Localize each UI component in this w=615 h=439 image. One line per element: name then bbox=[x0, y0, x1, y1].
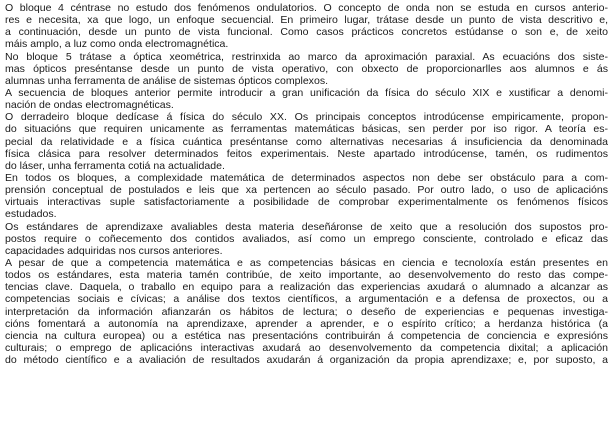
text-line: máis amplo, a luz como onda electromagnética. bbox=[5, 38, 229, 51]
text-line: interpretación da información afianzarán os hábitos de lectura; o deseño de experiencias e pequenas investiga- bbox=[5, 305, 608, 318]
text-line: O derradeiro bloque dedícase á física do século XX. Os principais conceptos introdúcense empiricamente, propon- bbox=[5, 111, 608, 124]
text-line: Os estándares de aprendizaxe avaliables desta materia deseñáronse de xeito que a resolución dos supostos pro- bbox=[5, 220, 608, 233]
text-line: En todos os bloques, a complexidade matemática de determinados aspectos non debe ser obstáculo para a com- bbox=[5, 171, 608, 184]
text-line: estudados. bbox=[5, 208, 57, 221]
text-line: capacidades adquiridas nos cursos anteriores. bbox=[5, 244, 223, 257]
text-line: competencias sociais e cívicas; a análise dos textos científicos, a argumentación e a defensa de proxectos, ou a bbox=[5, 293, 608, 306]
text-line: ciencia na cultura europea) ou a estética nas presentacións contribuirán á competencia de conciencia e expresións bbox=[5, 329, 608, 342]
paragraph-block-4 bbox=[5, 2, 608, 51]
document-page bbox=[5, 2, 608, 366]
text-line: No bloque 5 trátase a óptica xeométrica, restrinxida ao marco da aproximación paraxial. As ecuacións dos siste- bbox=[5, 50, 608, 63]
text-line: alumnas unha ferramenta de análise de sistemas ópticos complexos. bbox=[5, 74, 329, 87]
text-line: física clásica para resolver determinados feitos experimentais. Neste apartado introdúcense, tamén, os rudimentos bbox=[5, 147, 608, 160]
text-line: A pesar de que a competencia matemática e as competencias básicas en ciencia e tecnoloxía están presentes en bbox=[5, 256, 608, 269]
text-line: do situacións que requiren unicamente as ferramentas matemáticas básicas, sen perder por iso rigor. A teoría es- bbox=[5, 123, 608, 136]
text-line: do método científico e a avaliación de resultados axudarán á organización da propia aprendizaxe; e, por suposto, a bbox=[5, 354, 608, 367]
text-line: todos os estándares, esta materia tamén contribúe, de xeito importante, ao desenvolvemento do resto das compe- bbox=[5, 269, 608, 282]
text-line: res e necesita, xa que logo, un enfoque secuencial. En primeiro lugar, trátase desde un punto de vista descritivo e, bbox=[5, 14, 608, 27]
text-line: pecial da relatividade e a física cuántica preséntanse como alternativas necesarias á insuficiencia da denominada bbox=[5, 135, 608, 148]
paragraph-block-5 bbox=[5, 51, 608, 87]
paragraph-competences bbox=[5, 257, 608, 366]
text-line: virtuais interactivas suple satisfactoriamente a posibilidade de comprobar experimentalmente os fenómenos físicos bbox=[5, 196, 608, 209]
paragraph-unification bbox=[5, 87, 608, 111]
paragraph-last-block bbox=[5, 111, 608, 172]
text-line: prensión conceptual de postulados e leis que xa pertencen ao século pasado. Por outro lado, o uso de aplicacións bbox=[5, 184, 608, 197]
text-line: A secuencia de bloques anterior permite introducir a gran unificación da física do século XIX e xustificar a denomi- bbox=[5, 86, 608, 99]
text-line: O bloque 4 céntrase no estudo dos fenómenos ondulatorios. O concepto de onda non se estuda en cursos anterio- bbox=[5, 2, 608, 14]
text-line: mas ópticos preséntanse desde un punto de vista operativo, con obxecto de proporcionarlles aos alumnos e ás bbox=[5, 62, 608, 75]
text-line: cións fomentará a autonomía na aprendizaxe, aprender a aprender, e o espírito crítico; a herdanza histórica (a bbox=[5, 317, 608, 330]
text-line: do láser, unha ferramenta cotiá na actualidade. bbox=[5, 159, 225, 172]
text-line: a continuación, desde un punto de vista funcional. Como casos prácticos concretos estúdanse o son e, de xeito bbox=[5, 26, 608, 39]
text-line: postos require o coñecemento dos contidos avaliados, así como un emprego consciente, controlado e eficaz das bbox=[5, 232, 608, 245]
text-line: culturais; o emprego de aplicacións interactivas axudará ao desenvolvemento da competencia dixital; a aplicación bbox=[5, 341, 608, 354]
text-line: nación de ondas electromagnéticas. bbox=[5, 99, 174, 112]
paragraph-standards bbox=[5, 221, 608, 257]
paragraph-all-blocks bbox=[5, 172, 608, 221]
text-line: tencias clave. Daquela, o traballo en equipo para a realización das experiencias axudará o alumnado a alcanzar as bbox=[5, 281, 608, 294]
